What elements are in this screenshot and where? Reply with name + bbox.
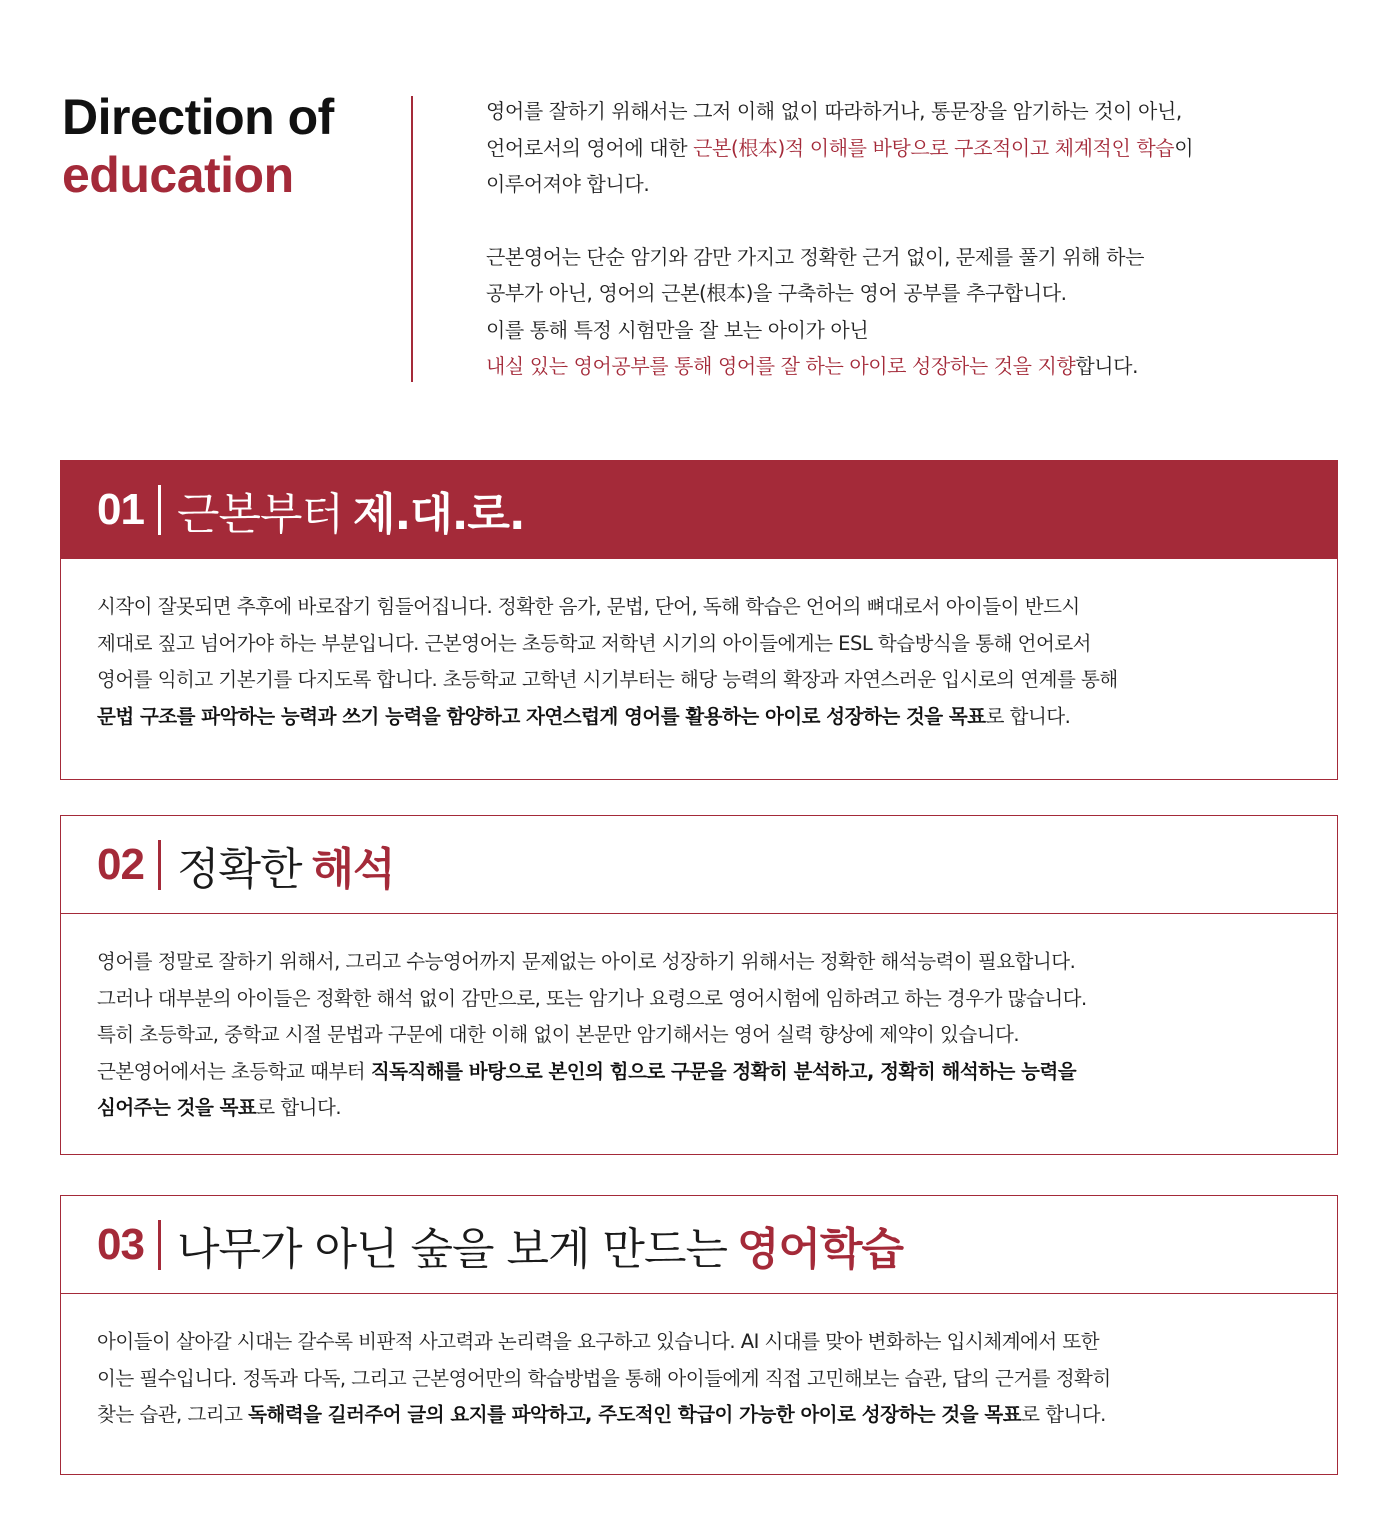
intro-p1-highlight: 근본(根本)적 이해를 바탕으로 구조적이고 체계적인 학습 xyxy=(693,135,1175,160)
intro-p1-line2 xyxy=(486,130,1356,167)
intro-p1-line1: 영어를 잘하기 위해서는 그저 이해 없이 따라하거나, 통문장을 암기하는 것이 아닌, xyxy=(486,99,1182,123)
intro-divider xyxy=(411,96,413,382)
card-02-divider xyxy=(158,840,161,890)
intro-section xyxy=(0,0,1400,420)
card-03-line1: 아이들이 살아갈 시대는 갈수록 비판적 사고력과 논리력을 요구하고 있습니다. AI 시대를 맞아 변화하는 입시체계에서 또한 xyxy=(97,1330,1100,1353)
card-01-body xyxy=(61,559,1337,735)
card-03-bold-text: 독해력을 길러주어 글의 요지를 파악하고, 주도적인 학급이 가능한 아이로 성장하는 것을 목표 xyxy=(248,1403,1022,1426)
card-02 xyxy=(60,815,1338,1155)
card-03-number: 03 xyxy=(97,1219,144,1269)
card-03-title-light: 나무가 아닌 숲을 보게 만드는 xyxy=(176,1223,727,1275)
card-01-line3: 영어를 익히고 기본기를 다지도록 합니다. 초등학교 고학년 시기부터는 해당 능력의 확장과 자연스러운 입시로의 연계를 통해 xyxy=(97,668,1118,691)
intro-p2-line4-tail: 합니다. xyxy=(1075,354,1139,378)
card-03-body xyxy=(61,1294,1337,1434)
intro-title-line2: education xyxy=(62,147,294,203)
card-01-line4-tail: 로 합니다. xyxy=(985,704,1071,728)
card-02-line4 xyxy=(97,1054,1303,1091)
card-02-title-strong: 해석 xyxy=(311,843,395,895)
card-02-header xyxy=(61,816,1337,914)
intro-p2-line3: 이를 통해 특정 시험만을 잘 보는 아이가 아닌 xyxy=(486,317,869,342)
card-02-title-light: 정확한 xyxy=(176,843,302,895)
card-03-line3 xyxy=(97,1397,1303,1434)
card-02-body xyxy=(61,914,1337,1127)
card-03-title-strong: 영어학습 xyxy=(736,1223,903,1275)
intro-p2-line1: 근본영어는 단순 암기와 감만 가지고 정확한 근거 없이, 문제를 풀기 위해 하는 xyxy=(486,244,1145,269)
intro-title-line1: Direction of xyxy=(62,89,334,145)
card-02-line3: 특히 초등학교, 중학교 시절 문법과 구문에 대한 이해 없이 본문만 암기해서는 영어 실력 향상에 제약이 있습니다. xyxy=(97,1023,1020,1046)
card-01-bold-text: 문법 구조를 파악하는 능력과 쓰기 능력을 함양하고 자연스럽게 영어를 활용하는 아이로 성장하는 것을 목표 xyxy=(97,704,986,728)
card-01-number: 01 xyxy=(97,485,144,534)
intro-text xyxy=(486,93,1356,385)
card-01-title-strong: 제.대.로. xyxy=(352,489,525,540)
card-02-line5-tail: 로 합니다. xyxy=(256,1096,342,1119)
card-03-divider xyxy=(158,1220,161,1270)
intro-p1-line2-text: 언어로서의 영어에 대한 xyxy=(486,135,694,160)
intro-p2-highlight: 내실 있는 영어공부를 통해 영어를 잘 하는 아이로 성장하는 것을 지향 xyxy=(486,354,1076,378)
card-03 xyxy=(60,1195,1338,1475)
card-02-line5 xyxy=(97,1090,1303,1127)
card-01-title-light: 근본부터 xyxy=(176,489,343,540)
card-02-line2: 그러나 대부분의 아이들은 정확한 해석 없이 감만으로, 또는 암기나 요령으로 영어시험에 임하려고 하는 경우가 많습니다. xyxy=(97,986,1087,1010)
card-01-line4 xyxy=(97,699,1303,736)
intro-p1-line2-tail: 이 xyxy=(1174,135,1194,160)
card-01 xyxy=(60,460,1338,780)
card-01-line2: 제대로 짚고 넘어가야 하는 부분입니다. 근본영어는 초등학교 저학년 시기의 아이들에게는 ESL 학습방식을 통해 언어로서 xyxy=(97,631,1092,655)
card-01-header xyxy=(61,461,1337,559)
intro-p1-line3: 이루어져야 합니다. xyxy=(486,172,650,196)
card-03-line2: 이는 필수입니다. 정독과 다독, 그리고 근본영어만의 학습방법을 통해 아이들에게 직접 고민해보는 습관, 답의 근거를 정확히 xyxy=(97,1366,1111,1390)
card-02-line1: 영어를 정말로 잘하기 위해서, 그리고 수능영어까지 문제없는 아이로 성장하기 위해서는 정확한 해석능력이 필요합니다. xyxy=(97,950,1076,973)
card-03-header xyxy=(61,1196,1337,1294)
card-01-line1: 시작이 잘못되면 추후에 바로잡기 힘들어집니다. 정확한 음가, 문법, 단어, 독해 학습은 언어의 뼈대로서 아이들이 반드시 xyxy=(97,595,1080,618)
card-02-number: 02 xyxy=(97,839,144,889)
card-03-line3-tail: 로 합니다. xyxy=(1021,1403,1106,1426)
card-02-line4-text: 근본영어에서는 초등학교 때부터 xyxy=(97,1059,371,1083)
card-02-bold-text: 직독직해를 바탕으로 본인의 힘으로 구문을 정확히 분석하고, 정확히 해석하는 능력을 xyxy=(370,1059,1077,1083)
card-02-bold-text-2: 심어주는 것을 목표 xyxy=(97,1096,257,1119)
card-03-line3-text: 찾는 습관, 그리고 xyxy=(97,1403,249,1426)
intro-p2-line4 xyxy=(486,348,1356,385)
intro-p2-line2: 공부가 아닌, 영어의 근본(根本)을 구축하는 영어 공부를 추구합니다. xyxy=(486,281,1067,305)
card-01-divider xyxy=(158,485,161,535)
intro-title xyxy=(62,88,334,204)
